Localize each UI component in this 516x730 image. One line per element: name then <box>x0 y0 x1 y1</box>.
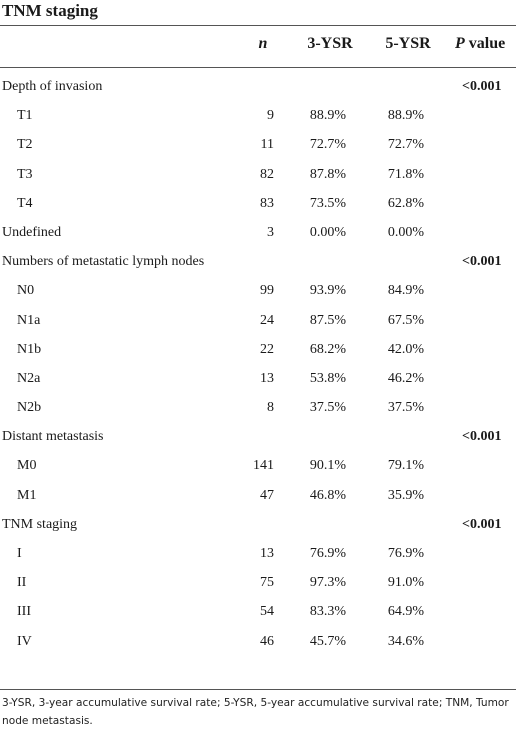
cell-5-ysr: 42.0% <box>387 341 425 357</box>
row-label: M0 <box>17 458 37 474</box>
cell-n: 46 <box>260 633 274 649</box>
table-row <box>0 481 516 510</box>
cell-n: 54 <box>260 604 274 620</box>
row-label: Depth of invasion <box>2 79 103 94</box>
cell-5-ysr: 67.5% <box>387 312 425 328</box>
row-label: IV <box>17 633 32 649</box>
cell-n: 22 <box>260 341 274 357</box>
table-row <box>0 568 516 597</box>
cell-3-ysr: 68.2% <box>309 341 347 357</box>
cell-n: 82 <box>260 166 274 182</box>
row-label: N1b <box>17 341 42 357</box>
cell-n: 13 <box>260 546 274 561</box>
cell-3-ysr: 0.00% <box>309 224 347 240</box>
cell-p-value: <0.001 <box>462 516 502 532</box>
table-row <box>0 247 516 276</box>
header-5-ysr: 5-YSR <box>385 35 431 52</box>
table-row <box>0 422 516 451</box>
header-p-letter: P <box>455 35 465 52</box>
row-label: T2 <box>17 137 33 153</box>
cell-5-ysr: 79.1% <box>387 458 425 474</box>
cell-n: 24 <box>260 312 274 328</box>
cell-5-ysr: 34.6% <box>387 633 425 649</box>
cell-p-value: <0.001 <box>462 429 502 445</box>
table-row <box>0 393 516 422</box>
cell-5-ysr: 71.8% <box>387 166 425 182</box>
cell-5-ysr: 88.9% <box>387 108 425 124</box>
table-row <box>0 364 516 393</box>
table-bottom-rule <box>0 689 516 690</box>
cell-n: 3 <box>267 224 274 240</box>
table-row <box>0 160 516 189</box>
table-row <box>0 276 516 305</box>
table-row <box>0 539 516 568</box>
row-label: I <box>17 546 22 561</box>
cell-3-ysr: 76.9% <box>309 546 347 561</box>
table-row <box>0 510 516 539</box>
cell-n: 11 <box>260 137 274 153</box>
cell-n: 8 <box>267 400 274 416</box>
cell-3-ysr: 87.8% <box>309 166 347 182</box>
cell-5-ysr: 62.8% <box>387 195 425 211</box>
cell-3-ysr: 45.7% <box>309 633 347 649</box>
cell-n: 13 <box>260 370 274 386</box>
row-label: Numbers of metastatic lymph nodes <box>2 254 205 270</box>
row-label: II <box>17 575 27 591</box>
cell-3-ysr: 97.3% <box>309 575 347 591</box>
cell-3-ysr: 46.8% <box>309 487 347 503</box>
cell-n: 83 <box>260 195 274 211</box>
table-row <box>0 335 516 364</box>
cell-3-ysr: 72.7% <box>309 137 347 153</box>
table-footnote: 3-YSR, 3-year accumulative survival rate; 5-YSR, 5-year accumulative survival rate; TNM, Tumor node metastasis. <box>2 697 509 727</box>
cell-5-ysr: 0.00% <box>387 224 425 240</box>
row-label: TNM staging <box>2 516 78 532</box>
table-row <box>0 306 516 335</box>
cell-5-ysr: 91.0% <box>387 575 425 591</box>
row-label: Distant metastasis <box>2 429 104 445</box>
cell-3-ysr: 93.9% <box>309 283 347 299</box>
cell-3-ysr: 83.3% <box>309 604 347 620</box>
row-label: T4 <box>17 195 33 211</box>
table-row <box>0 189 516 218</box>
table-row <box>0 218 516 247</box>
row-label: N1a <box>17 312 41 328</box>
row-label: N0 <box>17 283 35 299</box>
row-label: N2b <box>17 400 42 416</box>
cell-p-value: <0.001 <box>462 254 502 270</box>
table-row <box>0 101 516 130</box>
cell-n: 47 <box>260 487 274 503</box>
cell-p-value: <0.001 <box>462 79 502 94</box>
header-3-ysr: 3-YSR <box>307 35 353 52</box>
header-p-value <box>455 32 516 56</box>
cell-5-ysr: 37.5% <box>387 400 425 416</box>
table-header-rule <box>0 67 516 68</box>
row-label: III <box>17 604 31 620</box>
cell-n: 9 <box>267 108 274 124</box>
cell-3-ysr: 73.5% <box>309 195 347 211</box>
table-row <box>0 130 516 159</box>
table-row <box>0 597 516 626</box>
table-body <box>0 72 516 656</box>
row-label: T3 <box>17 166 33 182</box>
row-label: Undefined <box>2 224 62 240</box>
row-label: M1 <box>17 487 37 503</box>
cell-5-ysr: 46.2% <box>387 370 425 386</box>
row-label: T1 <box>17 108 33 124</box>
cell-3-ysr: 37.5% <box>309 400 347 416</box>
cell-3-ysr: 88.9% <box>309 108 347 124</box>
header-p-rest: value <box>464 35 506 52</box>
cell-n: 99 <box>260 283 274 299</box>
table-top-rule <box>0 25 516 26</box>
cell-5-ysr: 64.9% <box>387 604 425 620</box>
cell-5-ysr: 72.7% <box>387 137 425 153</box>
cell-3-ysr: 53.8% <box>309 370 347 386</box>
cell-3-ysr: 87.5% <box>309 312 347 328</box>
header-n: n <box>258 35 268 52</box>
cell-n: 75 <box>260 575 274 591</box>
cell-3-ysr: 90.1% <box>309 458 347 474</box>
table-row <box>0 72 516 101</box>
table-row <box>0 451 516 480</box>
table-title: TNM staging <box>2 1 98 20</box>
cell-n: 141 <box>253 458 274 474</box>
cell-5-ysr: 35.9% <box>387 487 425 503</box>
row-label: N2a <box>17 370 41 386</box>
cell-5-ysr: 84.9% <box>387 283 425 299</box>
cell-5-ysr: 76.9% <box>387 546 425 561</box>
table-row <box>0 627 516 656</box>
